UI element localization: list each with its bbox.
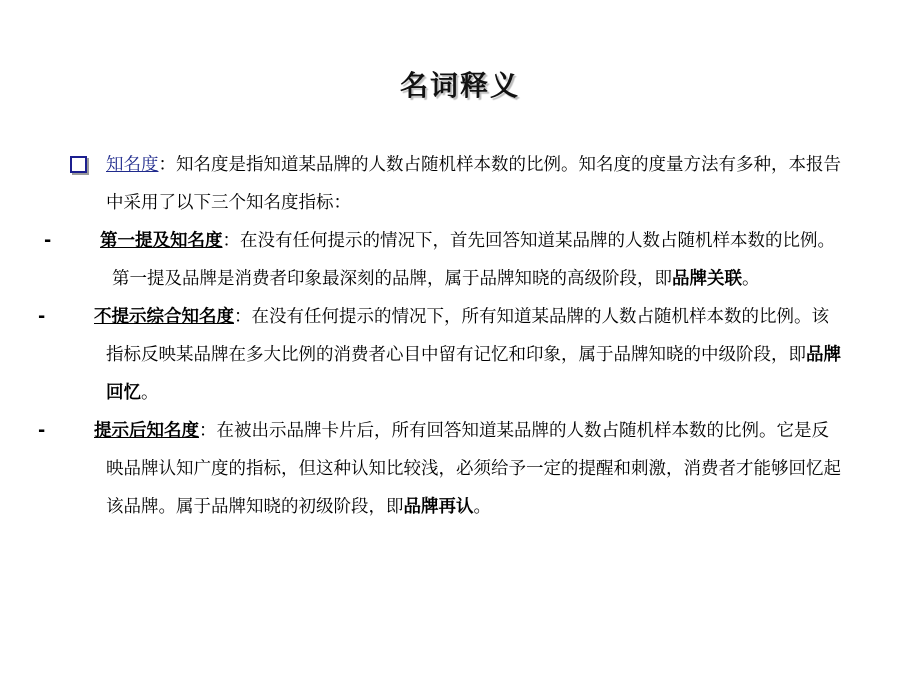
- list-item: [38, 298, 846, 412]
- intro-term: 知名度: [106, 155, 159, 175]
- page-title: 名词释义: [399, 69, 520, 102]
- item-emphasis: 品牌回忆: [106, 345, 841, 403]
- item-term: 第一提及知名度: [100, 231, 223, 251]
- item-dash: -: [38, 307, 46, 327]
- item-text: 在没有任何提示的情况下，首先回答知道某品牌的人数占随机样本数的比例。第一提及品牌是消费者印象最深刻的品牌，属于品牌知晓的高级阶段，即: [112, 231, 835, 289]
- item-term: 不提示综合知名度: [94, 307, 234, 327]
- checkbox-bullet-icon: [70, 156, 87, 173]
- item-text: 在被出示品牌卡片后，所有回答知道某品牌的人数占随机样本数的比例。它是反映品牌认知广度的指标，但这种认知比较浅，必须给予一定的提醒和刺激，消费者才能够回忆起该品牌。属于品牌知晓的初级阶段，即: [106, 421, 841, 517]
- item-colon: ：: [222, 231, 240, 251]
- item-end: 。: [473, 497, 491, 517]
- item-term: 提示后知名度: [94, 421, 199, 441]
- item-emphasis: 品牌关联: [672, 269, 742, 289]
- item-text: 在没有任何提示的情况下，所有知道某品牌的人数占随机样本数的比例。该指标反映某品牌在多大比例的消费者心目中留有记忆和印象，属于品牌知晓的中级阶段，即: [106, 307, 829, 365]
- definition-content: [38, 146, 846, 526]
- item-end: 。: [141, 383, 159, 403]
- item-colon: ：: [234, 307, 252, 327]
- intro-colon: ：: [158, 155, 176, 175]
- item-dash: -: [44, 231, 52, 251]
- item-colon: ：: [199, 421, 217, 441]
- list-item: [44, 222, 846, 298]
- item-dash: -: [38, 421, 46, 441]
- intro-text: 知名度是指知道某品牌的人数占随机样本数的比例。知名度的度量方法有多种，本报告中采用了以下三个知名度指标：: [106, 155, 841, 213]
- item-emphasis: 品牌再认: [403, 497, 474, 517]
- item-end: 。: [742, 269, 760, 289]
- intro-paragraph: [106, 146, 846, 222]
- list-item: [38, 412, 846, 526]
